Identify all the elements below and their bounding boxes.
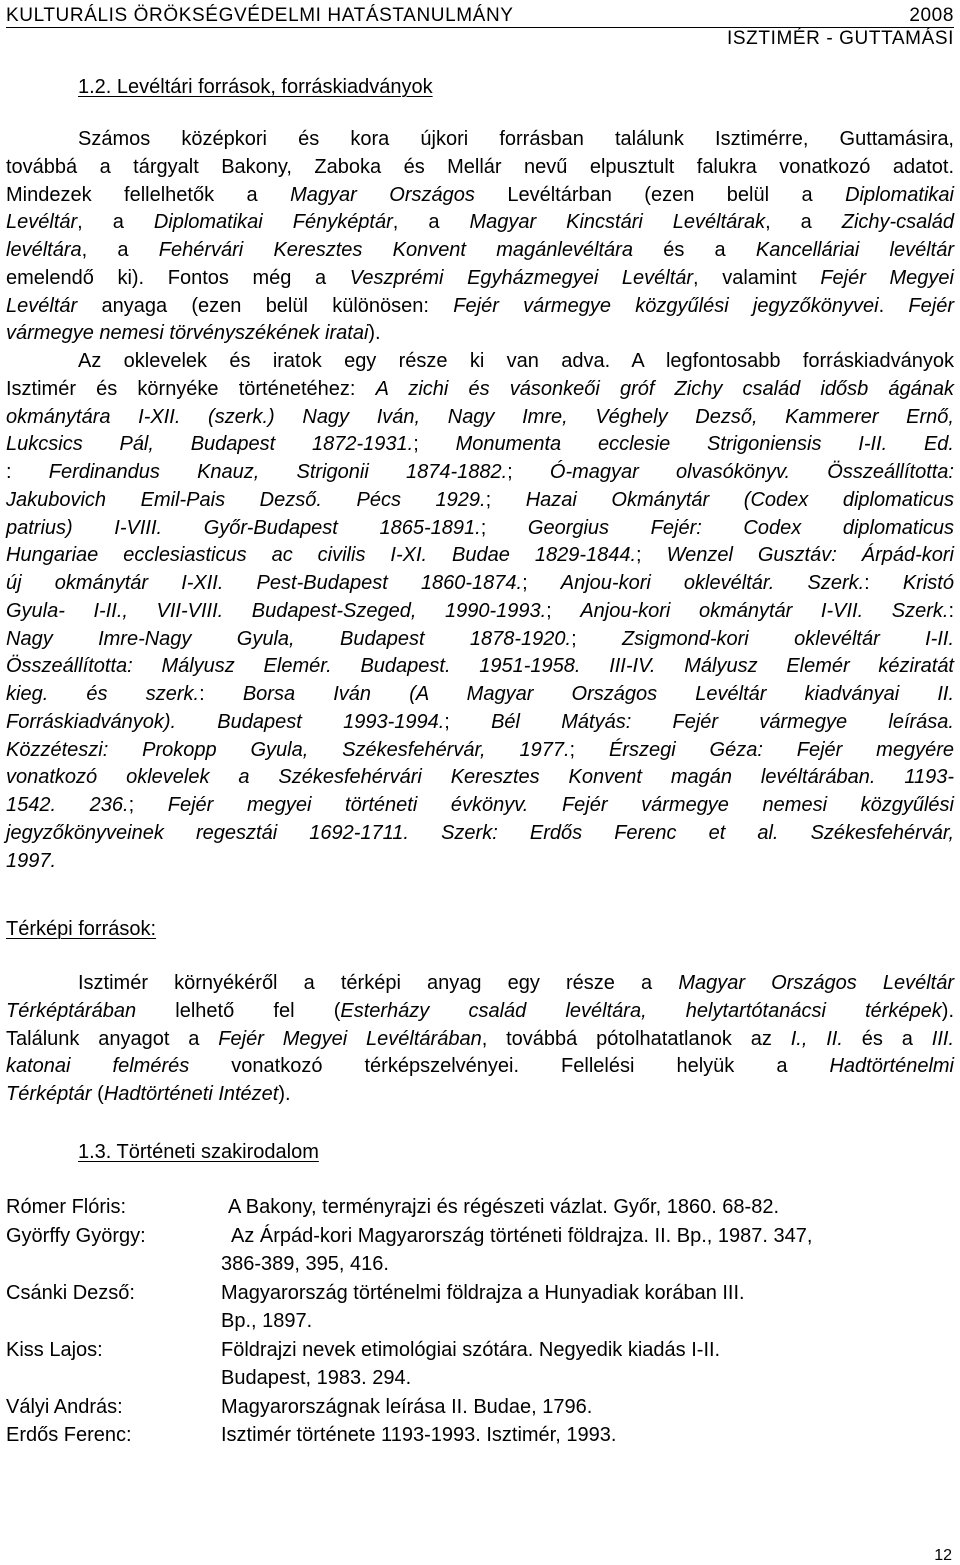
page-number: 12 <box>934 1547 952 1564</box>
bibliography-entry <box>6 1222 954 1279</box>
bib-author: Vályi András: <box>6 1395 123 1418</box>
bibliography-entry <box>6 1393 954 1422</box>
bib-author: Györffy György: <box>6 1224 146 1247</box>
bibliography-list <box>6 1193 954 1450</box>
bib-title: Magyarország történelmi földrajza a Hunyadiak korában III. <box>221 1281 745 1304</box>
bib-title: Magyarországnak leírása II. Budae, 1796. <box>221 1395 593 1418</box>
bibliography-entry <box>6 1193 954 1222</box>
bib-author: Erdős Ferenc: <box>6 1424 132 1446</box>
bib-title-cont: 386-389, 395, 416. <box>221 1253 389 1275</box>
header-rule <box>6 3 954 28</box>
header-year: 2008 <box>909 5 954 26</box>
section-heading-maps: Térképi források: <box>6 918 157 940</box>
bib-author: Rómer Flóris: <box>6 1196 127 1218</box>
bibliography-entry <box>6 1421 954 1450</box>
bib-title-cont: Budapest, 1983. 294. <box>221 1367 412 1389</box>
bibliography-entry <box>6 1336 954 1393</box>
bib-title: Isztimér története 1193-1993. Isztimér, 1993. <box>221 1424 617 1446</box>
bib-title: A Bakony, terményrajzi és régészeti vázlat. Győr, 1860. 68-82. <box>228 1196 780 1218</box>
bib-author: Csánki Dezső: <box>6 1281 135 1304</box>
paragraph-archives: Számos középkori és kora újkori forrásban találunk Isztimérre, Guttamásira, továbbá a tárgyalt Bakony, Zaboka és Mellár nevű elpusztult falukra vonatkozó adatot. Mindezek fellelhetők a Magyar Országos Levéltárban (ezen belül a Diplomatikai Levéltár, a Diplomatikai Fényképtár, a Magyar Kincstári Levéltárak, a Zichy-család levéltára, a Fehérvári Keresztes Konvent magánlevéltára és a Kancelláriai levéltár emelendő ki). Fontos még a Veszprémi Egyházmegyei Levéltár, valamint Fejér Megyei Levéltár anyaga (ezen belül különösen: Fejér vármegye közgyűlési jegyzőkönyvei. Fejér vármegye nemesi törvényszékének iratai). <box>6 128 954 345</box>
paragraph-map-sources: Isztimér környékéről a térképi anyag egy része a Magyar Országos Levéltár Térképtárában lelhető fel (Esterházy család levéltára, helytartótanácsi térképek). Találunk anyagot a Fejér Megyei Levéltárában, továbbá pótolhatatlanok az I., II. és a III. katonai felmérés vonatkozó térképszelvényei. Fellelési helyük a Hadtörténelmi Térképtár (Hadtörténeti Intézet). <box>6 972 955 1105</box>
header-title: KULTURÁLIS ÖRÖKSÉGVÉDELMI HATÁSTANULMÁNY <box>6 5 514 26</box>
section-heading-literature: 1.3. Történeti szakirodalom <box>78 1141 319 1163</box>
section-heading-archives: 1.2. Levéltári források, forráskiadványok <box>78 76 433 98</box>
header-subtitle: ISZTIMÉR - GUTTAMÁSI <box>727 28 954 49</box>
bib-title-cont: Bp., 1897. <box>221 1310 313 1332</box>
bib-title: Földrajzi nevek etimológiai szótára. Negyedik kiadás I-II. <box>221 1338 721 1361</box>
bib-title: Az Árpád-kori Magyarország történeti földrajza. II. Bp., 1987. 347, <box>231 1224 813 1247</box>
bib-author: Kiss Lajos: <box>6 1338 103 1361</box>
paragraph-source-editions: Az oklevelek és iratok egy része ki van adva. A legfontosabb forráskiadványok Isztimér és környéke történetéhez: A zichi és vásonkeői gróf Zichy család idősb ágának okmánytára I-XII. (szerk.) Nagy Iván, Nagy Imre, Véghely Dezső, Kammerer Ernő, Lukcsics Pál, Budapest 1872-1931.; Monumenta ecclesie Strigoniensis I-II. Ed. : Ferdinandus Knauz, Strigonii 1874-1882.; Ó-magyar olvasókönyv. Összeállította: Jakubovich Emil-Pais Dezső. Pécs 1929.; Hazai Okmánytár (Codex diplomaticus patrius) I-VIII. Győr-Budapest 1865-1891.; Georgius Fejér: Codex diplomaticus Hungariae ecclesiasticus ac civilis I-XI. Budae 1829-1844.; Wenzel Gusztáv: Árpád-kori új okmánytár I-XII. Pest-Budapest 1860-1874.; Anjou-kori oklevéltár. Szerk.: Kristó Gyula- I-II., VII-VIII. Budapest-Szeged, 1990-1993.; Anjou-kori okmánytár I-VII. Szerk.: Nagy Imre-Nagy Gyula, Budapest 1878-1920.; Zsigmond-kori oklevéltár I-II. Összeállította: Mályusz Elemér. Budapest. 1951-1958. III-IV. Mályusz Elemér kéziratát kieg. és szerk.: Borsa Iván (A Magyar Országos Levéltár kiadványai II. Forráskiadványok). Budapest 1993-1994.; Bél Mátyás: Fejér vármegye leírása. Közzéteszi: Prokopp Gyula, Székesfehérvár, 1977.; Érszegi Géza: Fejér megyére vonatkozó oklevelek a Székesfehérvári Keresztes Konvent magán levéltárában. 1193- 1542. 236.; Fejér megyei történeti évkönyv. Fejér vármegye nemesi közgyűlési jegyzőkönyveinek regesztái 1692-1711. Szerk: Erdős Ferenc et al. Székesfehérvár, 1997. <box>6 350 955 872</box>
bibliography-entry <box>6 1279 954 1336</box>
